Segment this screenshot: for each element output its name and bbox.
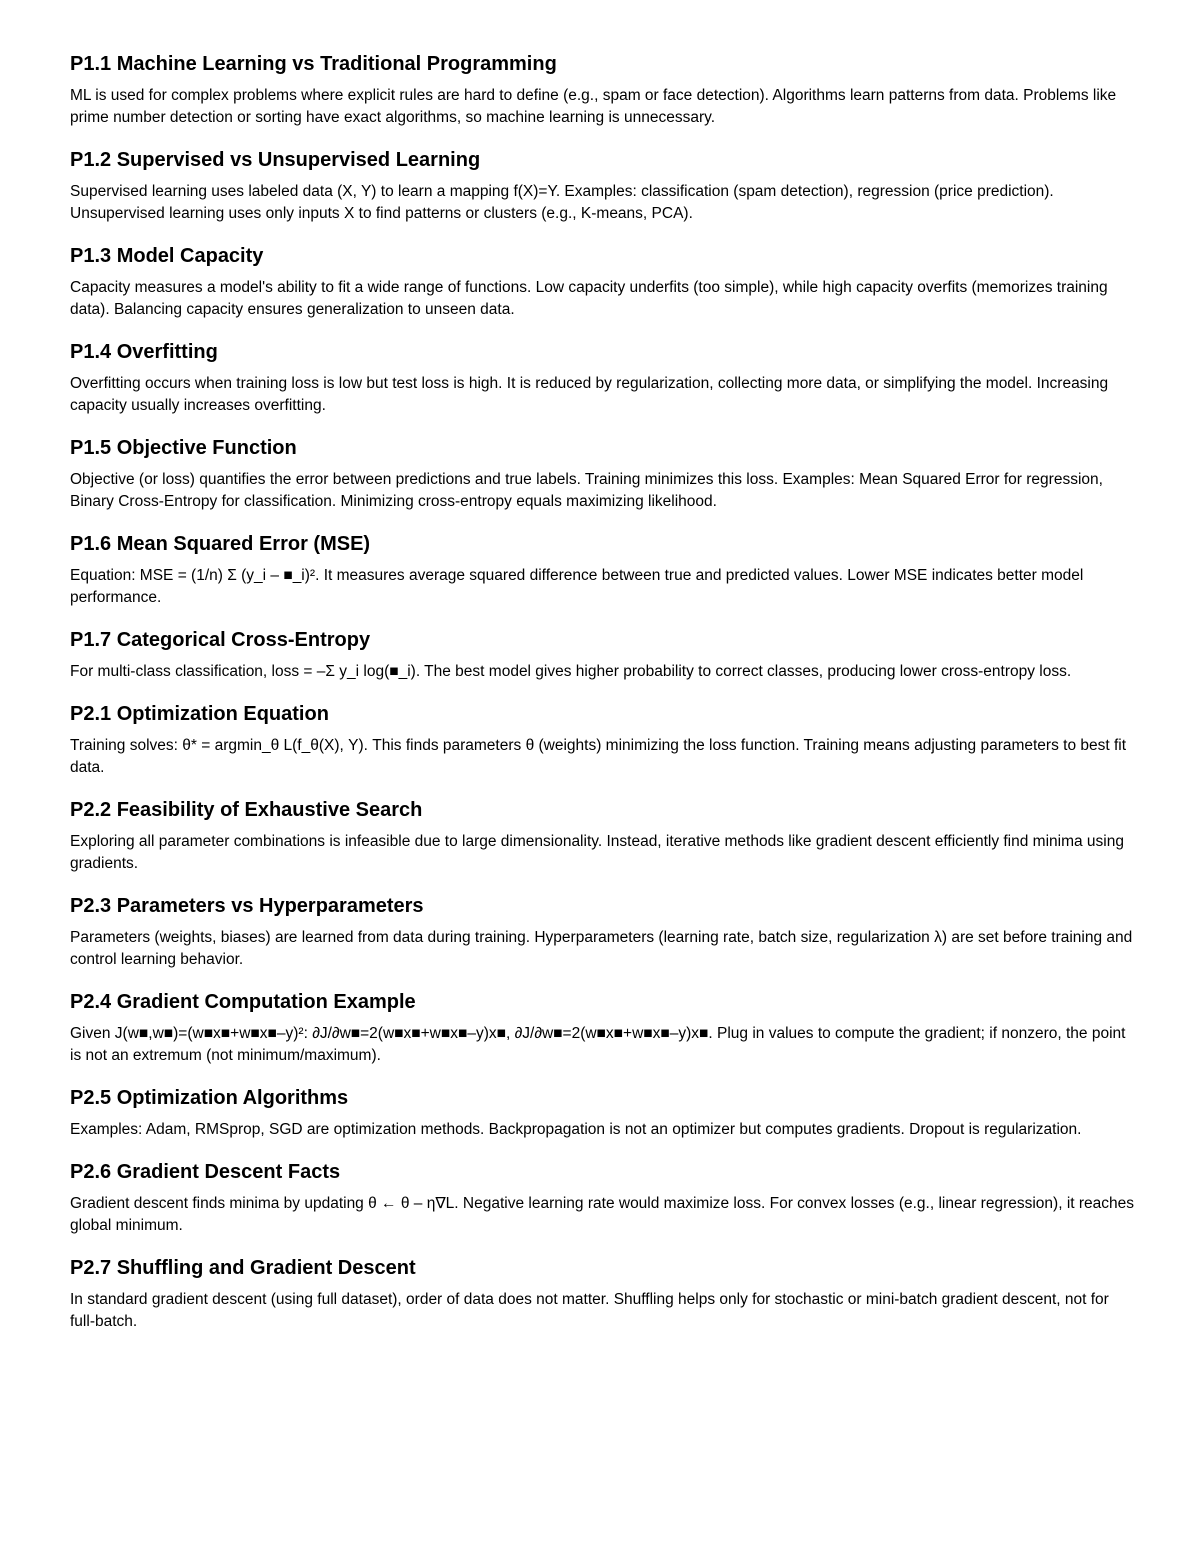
section-heading: P2.6 Gradient Descent Facts xyxy=(70,1161,341,1183)
section-heading: P2.2 Feasibility of Exhaustive Search xyxy=(70,799,423,821)
section-heading: P1.3 Model Capacity xyxy=(70,245,264,267)
section-p1-6 xyxy=(70,532,1135,609)
section-body: In standard gradient descent (using full dataset), order of data does not matter. Shuffling helps only for stochastic or mini-batch gradient descent, not for full-batch. xyxy=(70,1291,1109,1330)
section-p2-1 xyxy=(70,702,1135,779)
section-p1-2 xyxy=(70,148,1135,225)
section-body: Given J(w■,w■)=(w■x■+w■x■–y)²: ∂J/∂w■=2(w■x■+w■x■–y)x■, ∂J/∂w■=2(w■x■+w■x■–y)x■. Plug in values to compute the gradient; if nonzero, the point is not an extremum (not minimum/maximum). xyxy=(70,1025,1126,1064)
section-heading: P1.6 Mean Squared Error (MSE) xyxy=(70,533,371,555)
section-p1-4 xyxy=(70,340,1135,417)
section-body: Objective (or loss) quantifies the error between predictions and true labels. Training minimizes this loss. Examples: Mean Squared Error for regression, Binary Cross-Entropy for classification. Minimizing cross-entropy equals maximizing likelihood. xyxy=(70,471,1103,510)
section-p2-2 xyxy=(70,798,1135,875)
section-body: Gradient descent finds minima by updating θ ← θ – η∇L. Negative learning rate would maximize loss. For convex losses (e.g., linear regression), it reaches global minimum. xyxy=(70,1195,1135,1234)
section-body: Training solves: θ* = argmin_θ L(f_θ(X), Y). This finds parameters θ (weights) minimizing the loss function. Training means adjusting parameters to best fit data. xyxy=(70,737,1127,776)
section-p2-4 xyxy=(70,990,1135,1067)
section-body: Overfitting occurs when training loss is low but test loss is high. It is reduced by regularization, collecting more data, or simplifying the model. Increasing capacity usually increases overfitting. xyxy=(70,375,1109,414)
section-body: ML is used for complex problems where explicit rules are hard to define (e.g., spam or face detection). Algorithms learn patterns from data. Problems like prime number detection or sorting have exact algorithms, so machine learning is unnecessary. xyxy=(70,87,1117,126)
section-body: Parameters (weights, biases) are learned from data during training. Hyperparameters (learning rate, batch size, regularization λ) are set before training and control learning behavior. xyxy=(70,929,1133,968)
section-p1-1 xyxy=(70,52,1135,129)
section-p1-5 xyxy=(70,436,1135,513)
section-heading: P2.5 Optimization Algorithms xyxy=(70,1087,349,1109)
section-heading: P2.3 Parameters vs Hyperparameters xyxy=(70,895,424,917)
section-heading: P2.1 Optimization Equation xyxy=(70,703,329,725)
document-page xyxy=(70,52,1135,1352)
section-heading: P1.7 Categorical Cross-Entropy xyxy=(70,629,371,651)
section-p2-6 xyxy=(70,1160,1135,1237)
section-heading: P1.1 Machine Learning vs Traditional Programming xyxy=(70,53,557,75)
section-p1-3 xyxy=(70,244,1135,321)
section-heading: P2.4 Gradient Computation Example xyxy=(70,991,416,1013)
section-heading: P1.4 Overfitting xyxy=(70,341,218,363)
section-body: Equation: MSE = (1/n) Σ (y_i – ■_i)². It measures average squared difference between true and predicted values. Lower MSE indicates better model performance. xyxy=(70,567,1084,606)
section-body: Examples: Adam, RMSprop, SGD are optimization methods. Backpropagation is not an optimizer but computes gradients. Dropout is regularization. xyxy=(70,1121,1082,1138)
section-heading: P2.7 Shuffling and Gradient Descent xyxy=(70,1257,416,1279)
section-body: Exploring all parameter combinations is infeasible due to large dimensionality. Instead, iterative methods like gradient descent efficiently find minima using gradients. xyxy=(70,833,1124,872)
section-body: Capacity measures a model's ability to fit a wide range of functions. Low capacity underfits (too simple), while high capacity overfits (memorizes training data). Balancing capacity ensures generalization to unseen data. xyxy=(70,279,1108,318)
section-p2-3 xyxy=(70,894,1135,971)
section-heading: P1.5 Objective Function xyxy=(70,437,297,459)
section-p2-7 xyxy=(70,1256,1135,1333)
section-p1-7 xyxy=(70,628,1135,683)
section-body: Supervised learning uses labeled data (X, Y) to learn a mapping f(X)=Y. Examples: classification (spam detection), regression (price prediction). Unsupervised learning uses only inputs X to find patterns or clusters (e.g., K-means, PCA). xyxy=(70,183,1054,222)
section-heading: P1.2 Supervised vs Unsupervised Learning xyxy=(70,149,481,171)
section-body: For multi-class classification, loss = –Σ y_i log(■_i). The best model gives higher probability to correct classes, producing lower cross-entropy loss. xyxy=(70,663,1072,680)
section-p2-5 xyxy=(70,1086,1135,1141)
